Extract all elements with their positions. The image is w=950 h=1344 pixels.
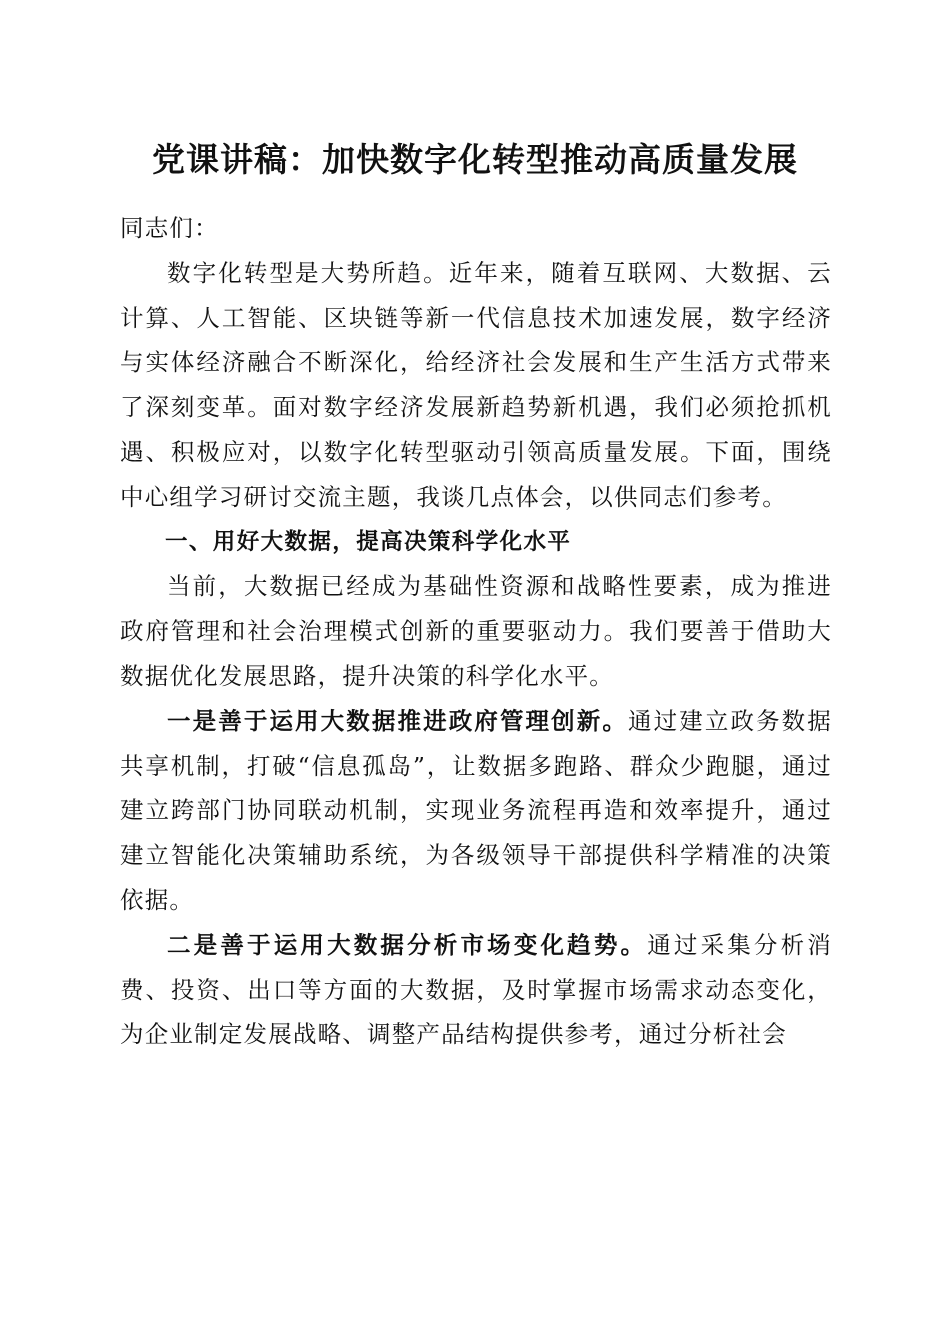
point-one-text: 通过建立政务数据共享机制，打破“信息孤岛”，让数据多跑路、群众少跑腿，通过建立跨部门协同联动机制，实现业务流程再造和效率提升，通过建立智能化决策辅助系统，为各级领导干部提供科学精准的决策依据。 [120, 706, 832, 914]
intro-paragraph: 数字化转型是大势所趋。近年来，随着互联网、大数据、云计算、人工智能、区块链等新一代信息技术加速发展，数字经济与实体经济融合不断深化，给经济社会发展和生产生活方式带来了深刻变革。面对数字经济发展新趋势新机遇，我们必须抢抓机遇、积极应对，以数字化转型驱动引领高质量发展。下面，围绕中心组学习研讨交流主题，我谈几点体会，以供同志们参考。 [120, 258, 832, 511]
point-two-text: 通过采集分析消费、投资、出口等方面的大数据，及时掌握市场需求动态变化，为企业制定发展战略、调整产品结构提供参考，通过分析社会 [120, 930, 832, 1049]
section-paragraph: 当前，大数据已经成为基础性资源和战略性要素，成为推进政府管理和社会治理模式创新的重要驱动力。我们要善于借助大数据优化发展思路，提升决策的科学化水平。 [120, 572, 832, 690]
salutation: 同志们： [120, 214, 219, 242]
document-title: 党课讲稿：加快数字化转型推动高质量发展 [152, 140, 798, 179]
point-two-paragraph [120, 923, 832, 1057]
point-one-paragraph [120, 699, 832, 923]
section-heading: 一、用好大数据，提高决策科学化水平 [165, 528, 572, 555]
point-one-lead: 一是善于运用大数据推进政府管理创新。 [167, 706, 629, 735]
document-body [120, 206, 832, 1057]
point-two-lead: 二是善于运用大数据分析市场变化趋势。 [167, 930, 648, 959]
